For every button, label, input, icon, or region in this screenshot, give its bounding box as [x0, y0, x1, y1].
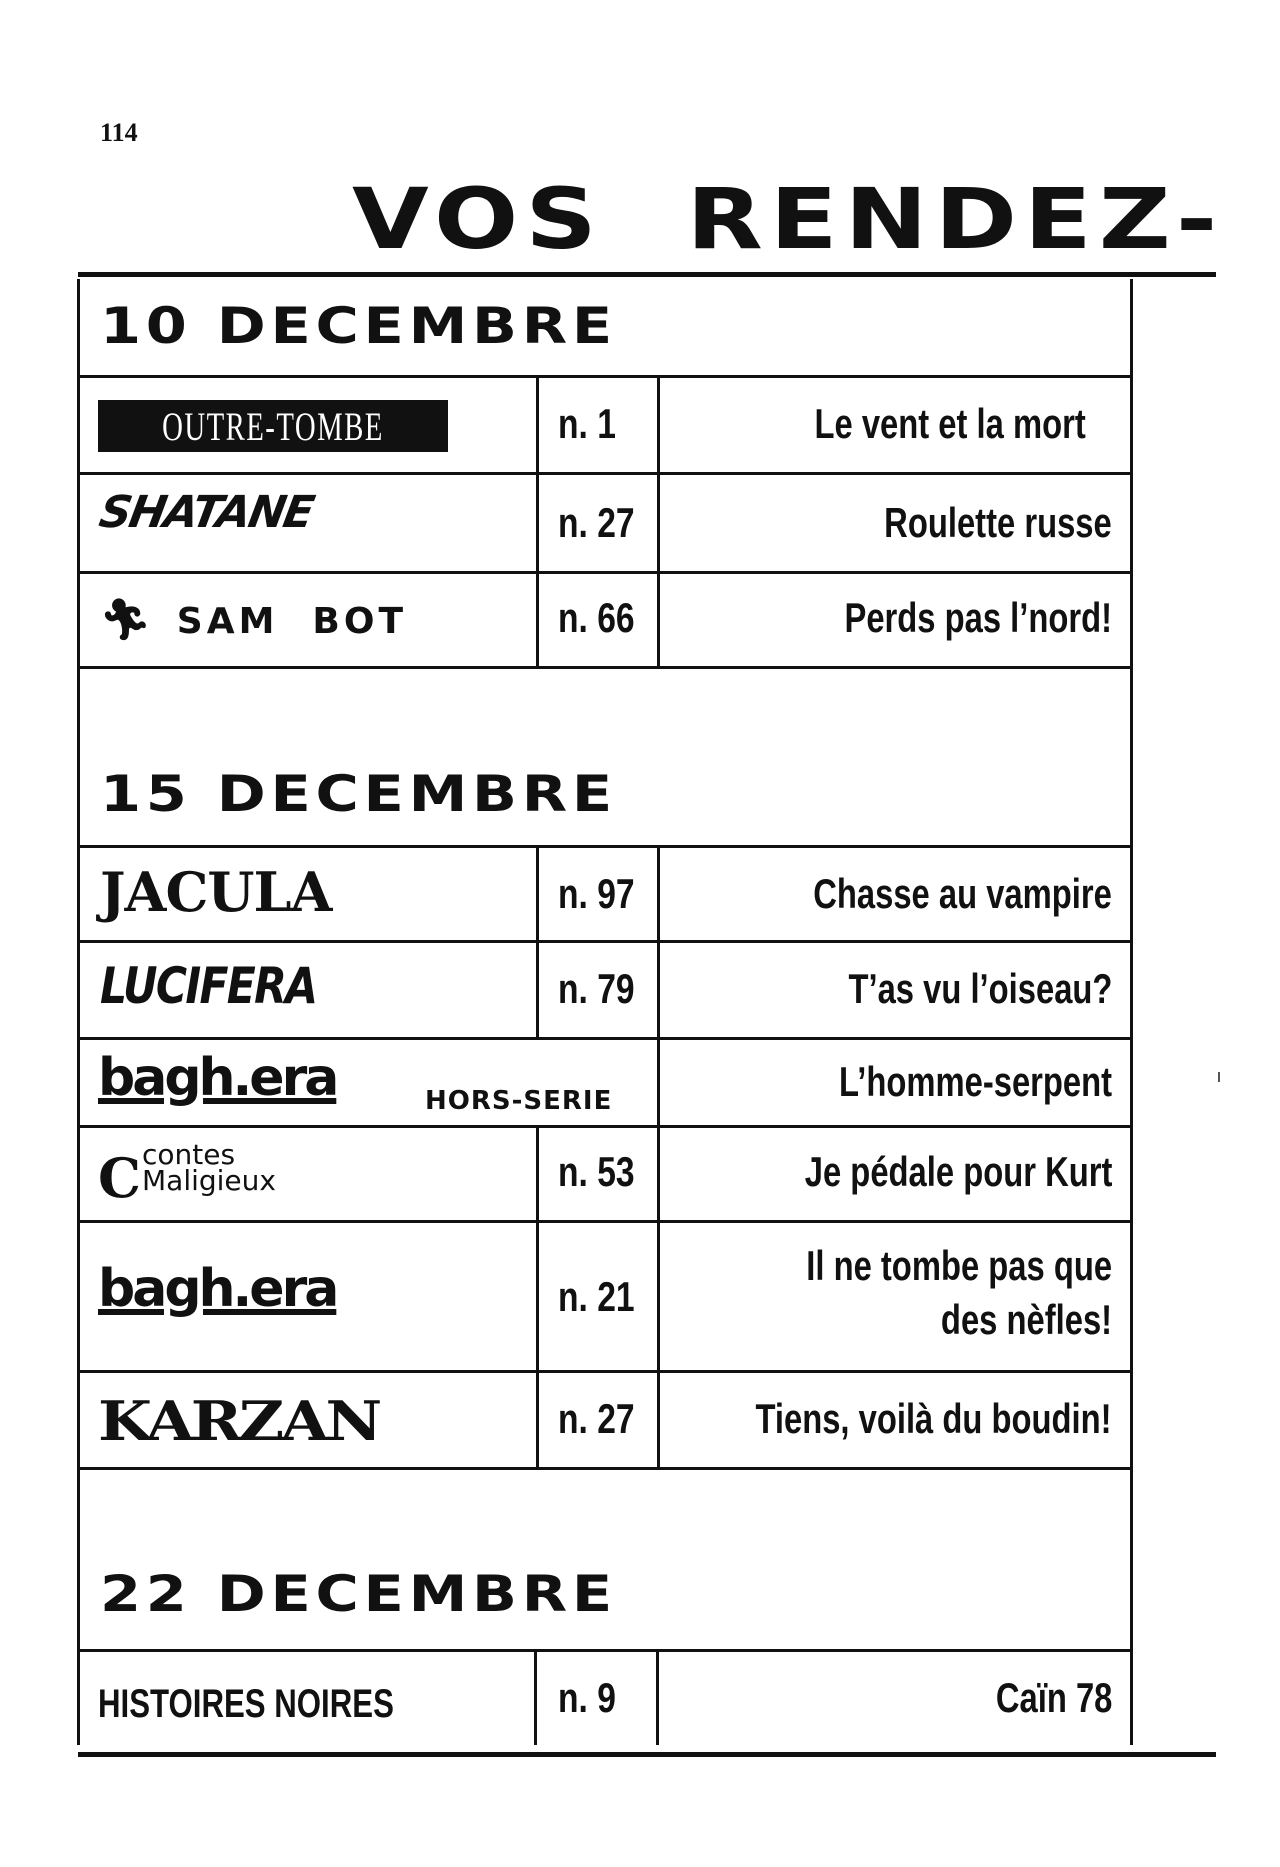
issue-number: n. 97: [558, 870, 635, 917]
issue-number: n. 79: [558, 965, 635, 1012]
row-divider: [80, 666, 1130, 669]
issue-row: [80, 1652, 1130, 1745]
story-title: L’homme-serpent: [838, 1058, 1112, 1105]
column-divider: [536, 845, 539, 1040]
column-divider: [656, 1649, 659, 1745]
story-title: T’as vu l’oiseau?: [848, 965, 1112, 1012]
page-number: 114: [100, 118, 138, 147]
column-divider: [536, 1125, 539, 1470]
issue-row: [80, 848, 1130, 940]
story-title: Perds pas l’nord!: [844, 594, 1112, 641]
issue-row: [80, 1223, 1130, 1370]
contes-logo-text: [142, 1138, 276, 1197]
issue-number: n. 27: [558, 499, 635, 546]
logo-line: Maligieux: [142, 1164, 276, 1197]
lucifera-logo: LUCIFERA: [100, 957, 317, 1015]
schedule-frame: [78, 272, 1216, 1757]
outre-tombe-logo: OUTRE-TOMBE: [98, 400, 448, 452]
story-title: Je pédale pour Kurt: [804, 1148, 1112, 1195]
baghera-logo: bagh.era: [98, 1048, 337, 1108]
issue-row: [80, 1373, 1130, 1467]
date-heading: 22 DECEMBRE: [100, 1565, 617, 1623]
baghera-logo: bagh.era: [98, 1259, 337, 1319]
title-word-1: VOS: [352, 170, 604, 268]
column-divider: [657, 1125, 660, 1470]
story-line: Il ne tombe pas que: [806, 1242, 1112, 1289]
jacula-logo: JACULA: [100, 860, 332, 924]
issue-row: [80, 475, 1130, 571]
story-title: Caïn 78: [995, 1674, 1112, 1721]
story-line: des nèfles!: [940, 1296, 1112, 1343]
logo-word: BOT: [312, 601, 408, 642]
page-title: [352, 170, 1224, 268]
issue-number: n. 27: [558, 1395, 635, 1442]
schedule-table: [77, 279, 1133, 1745]
column-divider: [657, 845, 660, 1040]
title-word-2: RENDEZ-: [686, 170, 1225, 268]
issue-row: [80, 1040, 1130, 1125]
issue-row: [80, 943, 1130, 1037]
issue-row: [80, 378, 1130, 472]
column-divider: [534, 1649, 537, 1745]
issue-number: n. 9: [558, 1674, 616, 1721]
column-divider: [657, 1040, 660, 1125]
story-title: Tiens, voilà du boudin!: [755, 1395, 1112, 1442]
story-title: [806, 1239, 1112, 1347]
story-title: Chasse au vampire: [813, 870, 1112, 917]
date-heading: 10 DECEMBRE: [100, 297, 617, 355]
story-title: Roulette russe: [884, 499, 1112, 546]
hors-serie-label: HORS-SERIE: [425, 1086, 613, 1116]
stray-mark: [1218, 1072, 1220, 1082]
contes-logo-icon: C: [98, 1146, 141, 1210]
karzan-logo: KARZAN: [98, 1389, 379, 1453]
running-figure-icon: 🏃︎: [100, 597, 155, 643]
column-divider: [657, 375, 660, 669]
issue-number: n. 53: [558, 1148, 635, 1195]
issue-row: [80, 574, 1130, 666]
date-heading: 15 DECEMBRE: [100, 765, 617, 823]
issue-number: n. 1: [558, 400, 616, 447]
story-title: Le vent et la mort: [814, 400, 1086, 447]
histoires-noires-logo: HISTOIRES NOIRES: [98, 1682, 394, 1726]
column-divider: [536, 375, 539, 669]
issue-number: n. 66: [558, 594, 635, 641]
issue-number: n. 21: [558, 1273, 635, 1320]
shatane-logo: SHATANE: [95, 487, 317, 538]
logo-line: contes: [142, 1138, 236, 1171]
row-divider: [80, 1467, 1130, 1470]
logo-word: SAM: [176, 601, 279, 642]
issue-row: [80, 1128, 1130, 1220]
sam-bot-logo: [100, 596, 407, 643]
